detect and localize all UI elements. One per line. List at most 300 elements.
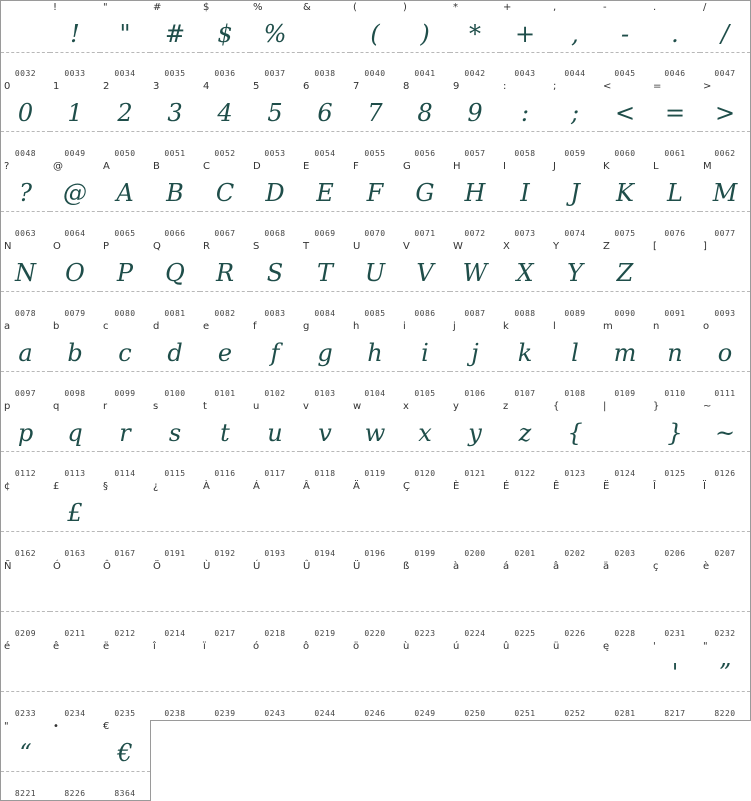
glyph-sample: Z bbox=[616, 259, 634, 287]
glyph-label: . bbox=[653, 2, 657, 13]
baseline-divider bbox=[300, 691, 350, 692]
glyph-sample bbox=[600, 654, 650, 692]
glyph-cell bbox=[700, 80, 751, 161]
glyph-cell bbox=[700, 320, 751, 401]
baseline-divider bbox=[600, 52, 650, 53]
baseline-divider bbox=[150, 691, 200, 692]
glyph-sample: N bbox=[15, 259, 36, 287]
glyph-label: é bbox=[4, 641, 11, 652]
glyph-label: l bbox=[553, 321, 556, 332]
glyph-label: Y bbox=[553, 241, 560, 252]
glyph-sample: D bbox=[265, 179, 285, 207]
glyph-label: " bbox=[4, 721, 9, 732]
baseline-divider bbox=[400, 531, 450, 532]
baseline-divider bbox=[500, 211, 550, 212]
glyph-cell bbox=[200, 80, 251, 161]
glyph-label: 8 bbox=[403, 81, 410, 92]
glyph-cell bbox=[400, 240, 451, 321]
baseline-divider bbox=[500, 691, 550, 692]
glyph-sample: ) bbox=[420, 20, 430, 48]
baseline-divider bbox=[100, 52, 150, 53]
glyph-label: Â bbox=[303, 481, 310, 492]
glyph-cell bbox=[700, 640, 751, 721]
baseline-divider bbox=[600, 611, 650, 612]
glyph-label: s bbox=[153, 401, 159, 412]
glyph-sample: l bbox=[571, 339, 579, 367]
glyph-label: § bbox=[103, 481, 108, 492]
glyph-cell bbox=[0, 640, 51, 721]
glyph-sample: C bbox=[215, 179, 235, 207]
glyph-code: 0199 bbox=[414, 549, 436, 558]
glyph-code: 0072 bbox=[464, 229, 486, 238]
glyph-label: 9 bbox=[453, 81, 460, 92]
glyph-sample: ( bbox=[370, 20, 380, 48]
glyph-sample bbox=[400, 654, 450, 692]
glyph-sample: " bbox=[119, 20, 131, 48]
glyph-label: I bbox=[503, 161, 506, 172]
glyph-code: 0233 bbox=[14, 709, 37, 718]
glyph-code: 8220 bbox=[714, 709, 736, 718]
glyph-code: 0087 bbox=[464, 309, 486, 318]
glyph-cell bbox=[50, 480, 101, 561]
glyph-cell bbox=[550, 80, 601, 161]
glyph-cell bbox=[500, 160, 551, 241]
baseline-divider bbox=[200, 371, 250, 372]
glyph-code: 0065 bbox=[114, 229, 136, 238]
glyph-label: Z bbox=[603, 241, 610, 252]
glyph-sample: q bbox=[67, 419, 83, 447]
glyph-label: Û bbox=[303, 561, 311, 572]
glyph-code: 0211 bbox=[64, 629, 86, 638]
glyph-label: • bbox=[53, 721, 59, 732]
glyph-cell bbox=[450, 400, 501, 481]
glyph-cell bbox=[450, 320, 501, 401]
glyph-code: 0083 bbox=[264, 309, 286, 318]
glyph-label: t bbox=[203, 401, 207, 412]
glyph-code: 0191 bbox=[164, 549, 186, 558]
glyph-code: 0238 bbox=[164, 709, 186, 718]
baseline-divider bbox=[100, 691, 150, 692]
baseline-divider bbox=[1, 371, 50, 372]
glyph-code: 0281 bbox=[614, 709, 636, 718]
glyph-label: Ë bbox=[603, 481, 610, 492]
glyph-label: ) bbox=[403, 2, 407, 13]
glyph-code: 0064 bbox=[64, 229, 86, 238]
glyph-code: 0070 bbox=[364, 229, 386, 238]
glyph-code: 0116 bbox=[214, 469, 236, 478]
glyph-sample: £ bbox=[67, 499, 83, 527]
baseline-divider bbox=[450, 451, 500, 452]
glyph-code: 0244 bbox=[314, 709, 336, 718]
glyph-code: 0054 bbox=[314, 149, 336, 158]
glyph-code: 0225 bbox=[514, 629, 536, 638]
glyph-label: ë bbox=[103, 641, 110, 652]
baseline-divider bbox=[250, 691, 300, 692]
glyph-code: 0104 bbox=[364, 389, 386, 398]
glyph-cell bbox=[450, 160, 501, 241]
glyph-sample: B bbox=[166, 179, 184, 207]
baseline-divider bbox=[50, 691, 100, 692]
glyph-sample bbox=[100, 494, 150, 532]
glyph-cell bbox=[650, 0, 701, 81]
glyph-label: E bbox=[303, 161, 310, 172]
baseline-divider bbox=[150, 211, 200, 212]
glyph-label: ¢ bbox=[4, 481, 11, 492]
glyph-code: 0122 bbox=[514, 469, 536, 478]
baseline-divider bbox=[650, 371, 700, 372]
glyph-cell bbox=[650, 320, 701, 401]
glyph-cell bbox=[600, 400, 651, 481]
glyph-code: 0194 bbox=[314, 549, 336, 558]
glyph-code: 0105 bbox=[414, 389, 436, 398]
glyph-sample bbox=[300, 654, 350, 692]
glyph-sample bbox=[200, 654, 250, 692]
glyph-code: 0252 bbox=[564, 709, 586, 718]
glyph-sample: - bbox=[620, 20, 630, 48]
glyph-sample: = bbox=[664, 99, 686, 127]
glyph-sample: h bbox=[367, 339, 383, 367]
glyph-sample: n bbox=[667, 339, 683, 367]
glyph-label: v bbox=[303, 401, 309, 412]
glyph-code: 0061 bbox=[664, 149, 686, 158]
glyph-label: ? bbox=[4, 161, 10, 172]
glyph-sample bbox=[600, 494, 650, 532]
glyph-code: 0067 bbox=[214, 229, 236, 238]
glyph-label: È bbox=[453, 481, 460, 492]
glyph-cell bbox=[500, 560, 551, 641]
glyph-label: 7 bbox=[353, 81, 360, 92]
glyph-label: e bbox=[203, 321, 210, 332]
glyph-sample: ' bbox=[671, 659, 679, 687]
baseline-divider bbox=[200, 131, 250, 132]
baseline-divider bbox=[250, 451, 300, 452]
glyph-label: ~ bbox=[703, 401, 712, 412]
baseline-divider bbox=[400, 211, 450, 212]
glyph-cell bbox=[300, 480, 351, 561]
glyph-label: n bbox=[653, 321, 660, 332]
glyph-cell bbox=[200, 640, 251, 721]
glyph-label: U bbox=[353, 241, 361, 252]
glyph-code: 0219 bbox=[314, 629, 336, 638]
glyph-code: 8221 bbox=[14, 789, 37, 798]
glyph-sample: z bbox=[518, 419, 532, 447]
glyph-sample: E bbox=[316, 179, 334, 207]
glyph-label: ! bbox=[53, 2, 58, 13]
baseline-divider bbox=[700, 371, 750, 372]
glyph-code: 8226 bbox=[64, 789, 86, 798]
baseline-divider bbox=[650, 531, 700, 532]
glyph-sample: 9 bbox=[467, 99, 483, 127]
glyph-cell bbox=[650, 400, 701, 481]
glyph-sample bbox=[350, 654, 400, 692]
glyph-cell bbox=[550, 320, 601, 401]
glyph-sample bbox=[100, 654, 150, 692]
glyph-code: 0079 bbox=[64, 309, 86, 318]
glyph-cell bbox=[200, 160, 251, 241]
glyph-sample bbox=[300, 15, 350, 53]
baseline-divider bbox=[50, 371, 100, 372]
baseline-divider bbox=[200, 611, 250, 612]
glyph-code: 0212 bbox=[114, 629, 136, 638]
glyph-sample: u bbox=[267, 419, 283, 447]
glyph-cell bbox=[350, 560, 401, 641]
glyph-sample: ? bbox=[19, 179, 32, 207]
glyph-code: 0232 bbox=[714, 629, 736, 638]
glyph-sample: Y bbox=[567, 259, 583, 287]
glyph-code: 0115 bbox=[164, 469, 186, 478]
baseline-divider bbox=[400, 291, 450, 292]
glyph-cell bbox=[150, 320, 201, 401]
glyph-sample: 1 bbox=[67, 99, 83, 127]
glyph-code: 0044 bbox=[564, 69, 586, 78]
baseline-divider bbox=[500, 371, 550, 372]
glyph-cell bbox=[650, 480, 701, 561]
glyph-sample bbox=[250, 654, 300, 692]
glyph-sample: b bbox=[67, 339, 83, 367]
glyph-code: 0109 bbox=[614, 389, 636, 398]
glyph-cell bbox=[0, 80, 51, 161]
glyph-code: 0060 bbox=[614, 149, 636, 158]
glyph-cell bbox=[700, 400, 751, 481]
glyph-code: 0106 bbox=[464, 389, 486, 398]
glyph-code: 0035 bbox=[164, 69, 186, 78]
glyph-sample bbox=[500, 654, 550, 692]
glyph-cell bbox=[400, 560, 451, 641]
glyph-sample bbox=[500, 494, 550, 532]
glyph-code: 0162 bbox=[14, 549, 37, 558]
glyph-sample bbox=[50, 654, 100, 692]
baseline-divider bbox=[250, 131, 300, 132]
baseline-divider bbox=[150, 52, 200, 53]
baseline-divider bbox=[450, 52, 500, 53]
glyph-cell bbox=[200, 0, 251, 81]
glyph-sample: x bbox=[418, 419, 432, 447]
baseline-divider bbox=[700, 52, 750, 53]
glyph-code: 0224 bbox=[464, 629, 486, 638]
baseline-divider bbox=[1, 211, 50, 212]
glyph-sample: p bbox=[17, 419, 34, 447]
baseline-divider bbox=[550, 691, 600, 692]
glyph-sample bbox=[650, 494, 700, 532]
baseline-divider bbox=[250, 371, 300, 372]
baseline-divider bbox=[600, 131, 650, 132]
glyph-code: 0218 bbox=[264, 629, 286, 638]
glyph-cell bbox=[600, 0, 651, 81]
glyph-cell bbox=[650, 560, 701, 641]
glyph-code: 0192 bbox=[214, 549, 236, 558]
glyph-sample: w bbox=[364, 419, 386, 447]
glyph-code: 0110 bbox=[664, 389, 686, 398]
glyph-label: ę bbox=[603, 641, 610, 652]
glyph-cell bbox=[200, 240, 251, 321]
glyph-cell bbox=[500, 400, 551, 481]
glyph-code: 0103 bbox=[314, 389, 336, 398]
glyph-code: 0202 bbox=[564, 549, 586, 558]
glyph-sample bbox=[150, 574, 200, 612]
baseline-divider bbox=[500, 291, 550, 292]
glyph-code: 0235 bbox=[114, 709, 136, 718]
baseline-divider bbox=[650, 291, 700, 292]
baseline-divider bbox=[300, 611, 350, 612]
glyph-cell bbox=[600, 160, 651, 241]
glyph-code: 0167 bbox=[114, 549, 136, 558]
glyph-cell bbox=[550, 480, 601, 561]
glyph-label: ß bbox=[403, 561, 410, 572]
baseline-divider bbox=[600, 291, 650, 292]
glyph-label bbox=[4, 2, 7, 13]
baseline-divider bbox=[600, 451, 650, 452]
baseline-divider bbox=[350, 371, 400, 372]
baseline-divider bbox=[400, 451, 450, 452]
glyph-cell bbox=[350, 640, 401, 721]
glyph-sample bbox=[550, 494, 600, 532]
glyph-sample: A bbox=[116, 179, 134, 207]
baseline-divider bbox=[150, 611, 200, 612]
glyph-code: 0093 bbox=[714, 309, 736, 318]
baseline-divider bbox=[550, 371, 600, 372]
baseline-divider bbox=[1, 52, 50, 53]
glyph-cell bbox=[600, 240, 651, 321]
glyph-label: Ñ bbox=[4, 561, 12, 572]
baseline-divider bbox=[550, 211, 600, 212]
glyph-cell bbox=[600, 480, 651, 561]
glyph-sample: ! bbox=[70, 20, 80, 48]
baseline-divider bbox=[350, 531, 400, 532]
glyph-label: Á bbox=[253, 481, 260, 492]
glyph-sample bbox=[200, 574, 250, 612]
glyph-cell bbox=[500, 480, 551, 561]
baseline-divider bbox=[350, 291, 400, 292]
glyph-label: ú bbox=[453, 641, 460, 652]
glyph-label: + bbox=[503, 2, 512, 13]
glyph-label: # bbox=[153, 2, 162, 13]
baseline-divider bbox=[550, 531, 600, 532]
baseline-divider bbox=[350, 211, 400, 212]
baseline-divider bbox=[150, 371, 200, 372]
glyph-code: 0047 bbox=[714, 69, 736, 78]
glyph-code: 0090 bbox=[614, 309, 636, 318]
glyph-label: 5 bbox=[253, 81, 260, 92]
glyph-sample: L bbox=[667, 179, 683, 207]
glyph-sample bbox=[300, 494, 350, 532]
baseline-divider bbox=[250, 611, 300, 612]
glyph-cell bbox=[200, 400, 251, 481]
baseline-divider bbox=[200, 691, 250, 692]
glyph-sample: ” bbox=[718, 659, 732, 687]
glyph-code: 0042 bbox=[464, 69, 486, 78]
glyph-label: A bbox=[103, 161, 110, 172]
glyph-cell bbox=[350, 160, 401, 241]
glyph-sample: } bbox=[667, 419, 683, 447]
glyph-cell bbox=[250, 480, 301, 561]
glyph-label: f bbox=[253, 321, 257, 332]
glyph-code: 0217 bbox=[214, 629, 236, 638]
baseline-divider bbox=[700, 131, 750, 132]
baseline-divider bbox=[100, 771, 150, 772]
glyph-label: è bbox=[703, 561, 710, 572]
glyph-label: w bbox=[353, 401, 362, 412]
glyph-code: 0076 bbox=[664, 229, 686, 238]
glyph-cell bbox=[550, 560, 601, 641]
glyph-label: y bbox=[453, 401, 459, 412]
glyph-code: 0075 bbox=[614, 229, 636, 238]
glyph-cell bbox=[150, 80, 201, 161]
glyph-code: 0193 bbox=[264, 549, 286, 558]
glyph-code: 0059 bbox=[564, 149, 586, 158]
glyph-label: g bbox=[303, 321, 310, 332]
glyph-cell bbox=[0, 320, 51, 401]
glyph-label: ; bbox=[553, 81, 557, 92]
glyph-code: 0239 bbox=[214, 709, 236, 718]
glyph-cell bbox=[50, 80, 101, 161]
glyph-code: 0058 bbox=[514, 149, 536, 158]
baseline-divider bbox=[150, 451, 200, 452]
glyph-sample: $ bbox=[217, 20, 233, 48]
glyph-label: £ bbox=[53, 481, 60, 492]
glyph-code: 0231 bbox=[664, 629, 686, 638]
baseline-divider bbox=[400, 371, 450, 372]
glyph-label: B bbox=[153, 161, 160, 172]
baseline-divider bbox=[100, 611, 150, 612]
glyph-code: 0057 bbox=[464, 149, 486, 158]
baseline-divider bbox=[650, 611, 700, 612]
glyph-code: 0163 bbox=[64, 549, 86, 558]
baseline-divider bbox=[550, 131, 600, 132]
glyph-label: À bbox=[203, 481, 210, 492]
glyph-code: 0117 bbox=[264, 469, 286, 478]
glyph-label: p bbox=[4, 401, 11, 412]
baseline-divider bbox=[50, 52, 100, 53]
glyph-label: î bbox=[153, 641, 156, 652]
glyph-sample: y bbox=[468, 419, 482, 447]
glyph-cell bbox=[700, 160, 751, 241]
glyph-label: J bbox=[553, 161, 556, 172]
glyph-label: R bbox=[203, 241, 210, 252]
glyph-label: L bbox=[653, 161, 659, 172]
glyph-code: 0052 bbox=[214, 149, 236, 158]
glyph-label: 3 bbox=[153, 81, 160, 92]
glyph-cell bbox=[150, 560, 201, 641]
glyph-label: Ô bbox=[103, 561, 111, 572]
baseline-divider bbox=[550, 52, 600, 53]
glyph-label: Ï bbox=[703, 481, 706, 492]
glyph-cell bbox=[400, 400, 451, 481]
glyph-cell bbox=[450, 640, 501, 721]
glyph-cell bbox=[350, 240, 401, 321]
baseline-divider bbox=[450, 131, 500, 132]
baseline-divider bbox=[700, 531, 750, 532]
glyph-sample: T bbox=[316, 259, 333, 287]
baseline-divider bbox=[650, 691, 700, 692]
glyph-code: 0066 bbox=[164, 229, 186, 238]
baseline-divider bbox=[250, 531, 300, 532]
glyph-code: 0074 bbox=[564, 229, 586, 238]
glyph-cell bbox=[100, 320, 151, 401]
glyph-cell bbox=[350, 320, 401, 401]
glyph-label: * bbox=[453, 2, 458, 13]
glyph-cell bbox=[700, 0, 751, 81]
baseline-divider bbox=[200, 451, 250, 452]
baseline-divider bbox=[650, 131, 700, 132]
glyph-sample: j bbox=[471, 339, 479, 367]
glyph-sample bbox=[1, 15, 50, 53]
glyph-label: K bbox=[603, 161, 610, 172]
glyph-sample: t bbox=[220, 419, 230, 447]
glyph-cell bbox=[650, 160, 701, 241]
glyph-code: 0043 bbox=[514, 69, 536, 78]
glyph-sample bbox=[450, 494, 500, 532]
glyph-code: 0084 bbox=[314, 309, 336, 318]
